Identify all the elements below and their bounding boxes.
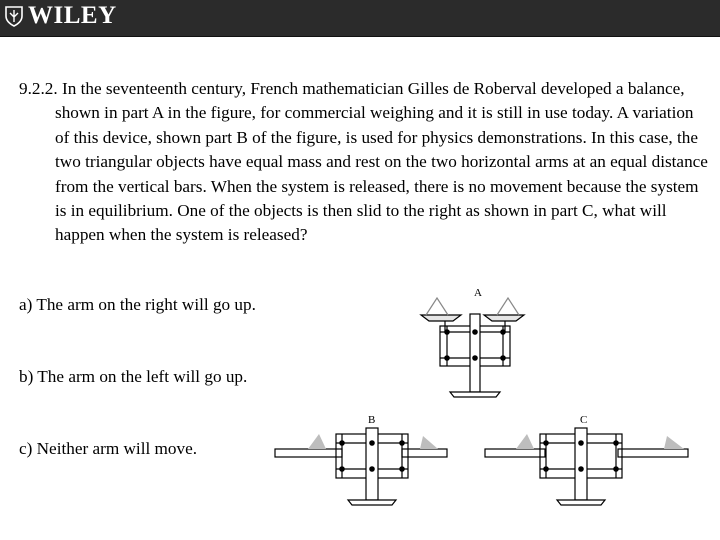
arm-b-right — [402, 449, 447, 457]
option-c[interactable]: c) Neither arm will move. — [19, 439, 198, 458]
mass-b-left — [308, 434, 326, 449]
option-b[interactable]: b) The arm on the left will go up. — [19, 367, 248, 386]
arm-c-right — [618, 449, 688, 457]
question-text: 9.2.2. In the seventeenth century, French mathematician Gilles de Roberval developed a balance, shown in part A in the figure, for commercial weighing and it is still in use today. A variation of this device, shown part B of the figure, is used for physics demonstrations. In this case, the two triangular objects have equal mass and rest on the two horizontal arms at an equal distance from the vertical bars. When the system is released, there is no movement because the system is in equilibrium. One of the objects is then slid to the right as shown in part C, what will happen when the system is released? — [19, 79, 708, 245]
label-b: B — [368, 414, 376, 426]
mass-c-right — [664, 436, 684, 449]
balance-c — [485, 428, 688, 505]
arm-c-left — [485, 449, 545, 457]
option-a[interactable]: a) The arm on the right will go up. — [19, 295, 256, 314]
arm-b-left — [275, 449, 342, 457]
base-c — [557, 500, 605, 505]
column-b — [366, 428, 378, 500]
base-a — [450, 392, 500, 397]
column-c — [575, 428, 587, 500]
label-a: A — [474, 287, 482, 299]
mass-c-left — [516, 434, 534, 449]
right-pan — [484, 315, 524, 321]
column-a — [470, 314, 480, 392]
logo-text: WILEY — [28, 2, 117, 29]
mass-b-right — [420, 436, 438, 449]
balance-a — [421, 298, 524, 397]
label-c: C — [580, 414, 588, 426]
base-b — [348, 500, 396, 505]
left-pan — [421, 315, 461, 321]
balance-b — [275, 428, 447, 505]
